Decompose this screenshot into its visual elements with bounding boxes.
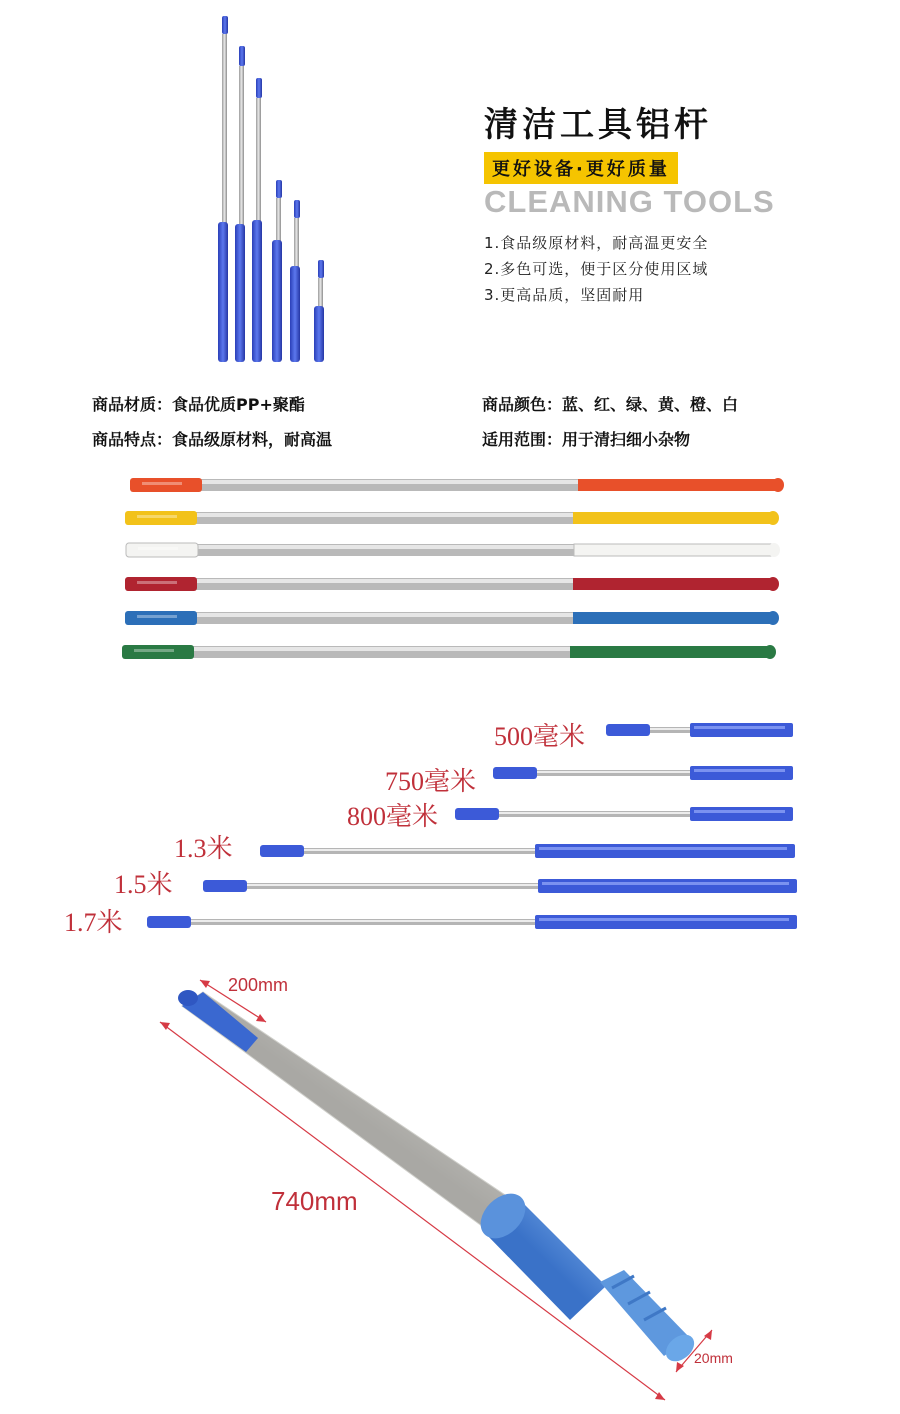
product-title: 清洁工具铝杆 <box>484 105 712 145</box>
length-label-500: 500毫米 <box>494 722 586 751</box>
dim-label-20mm: 20mm <box>694 1350 733 1366</box>
spec-material: 商品材质：食品优质PP+聚酯 <box>92 395 305 414</box>
feature-item-1: 1.食品级原材料，耐高温更安全 <box>484 234 709 252</box>
length-label-1-7: 1.7米 <box>64 908 123 937</box>
length-label-800: 800毫米 <box>347 802 439 831</box>
tagline-banner: 更好设备·更好质量 <box>484 152 678 184</box>
english-subtitle: CLEANING TOOLS <box>484 184 775 219</box>
length-label-750: 750毫米 <box>385 767 477 796</box>
dim-label-740mm: 740mm <box>271 1186 358 1216</box>
feature-item-3: 3.更高品质，坚固耐用 <box>484 286 645 304</box>
length-label-1-3: 1.3米 <box>174 834 233 863</box>
feature-item-2: 2.多色可选，便于区分使用区域 <box>484 260 709 278</box>
spec-scope: 适用范围：用于清扫细小杂物 <box>482 430 691 449</box>
spec-feature: 商品特点：食品级原材料，耐高温 <box>92 430 333 449</box>
length-label-1-5: 1.5米 <box>114 870 173 899</box>
dim-label-200mm: 200mm <box>228 975 289 995</box>
spec-colors: 商品颜色：蓝、红、绿、黄、橙、白 <box>482 395 739 414</box>
